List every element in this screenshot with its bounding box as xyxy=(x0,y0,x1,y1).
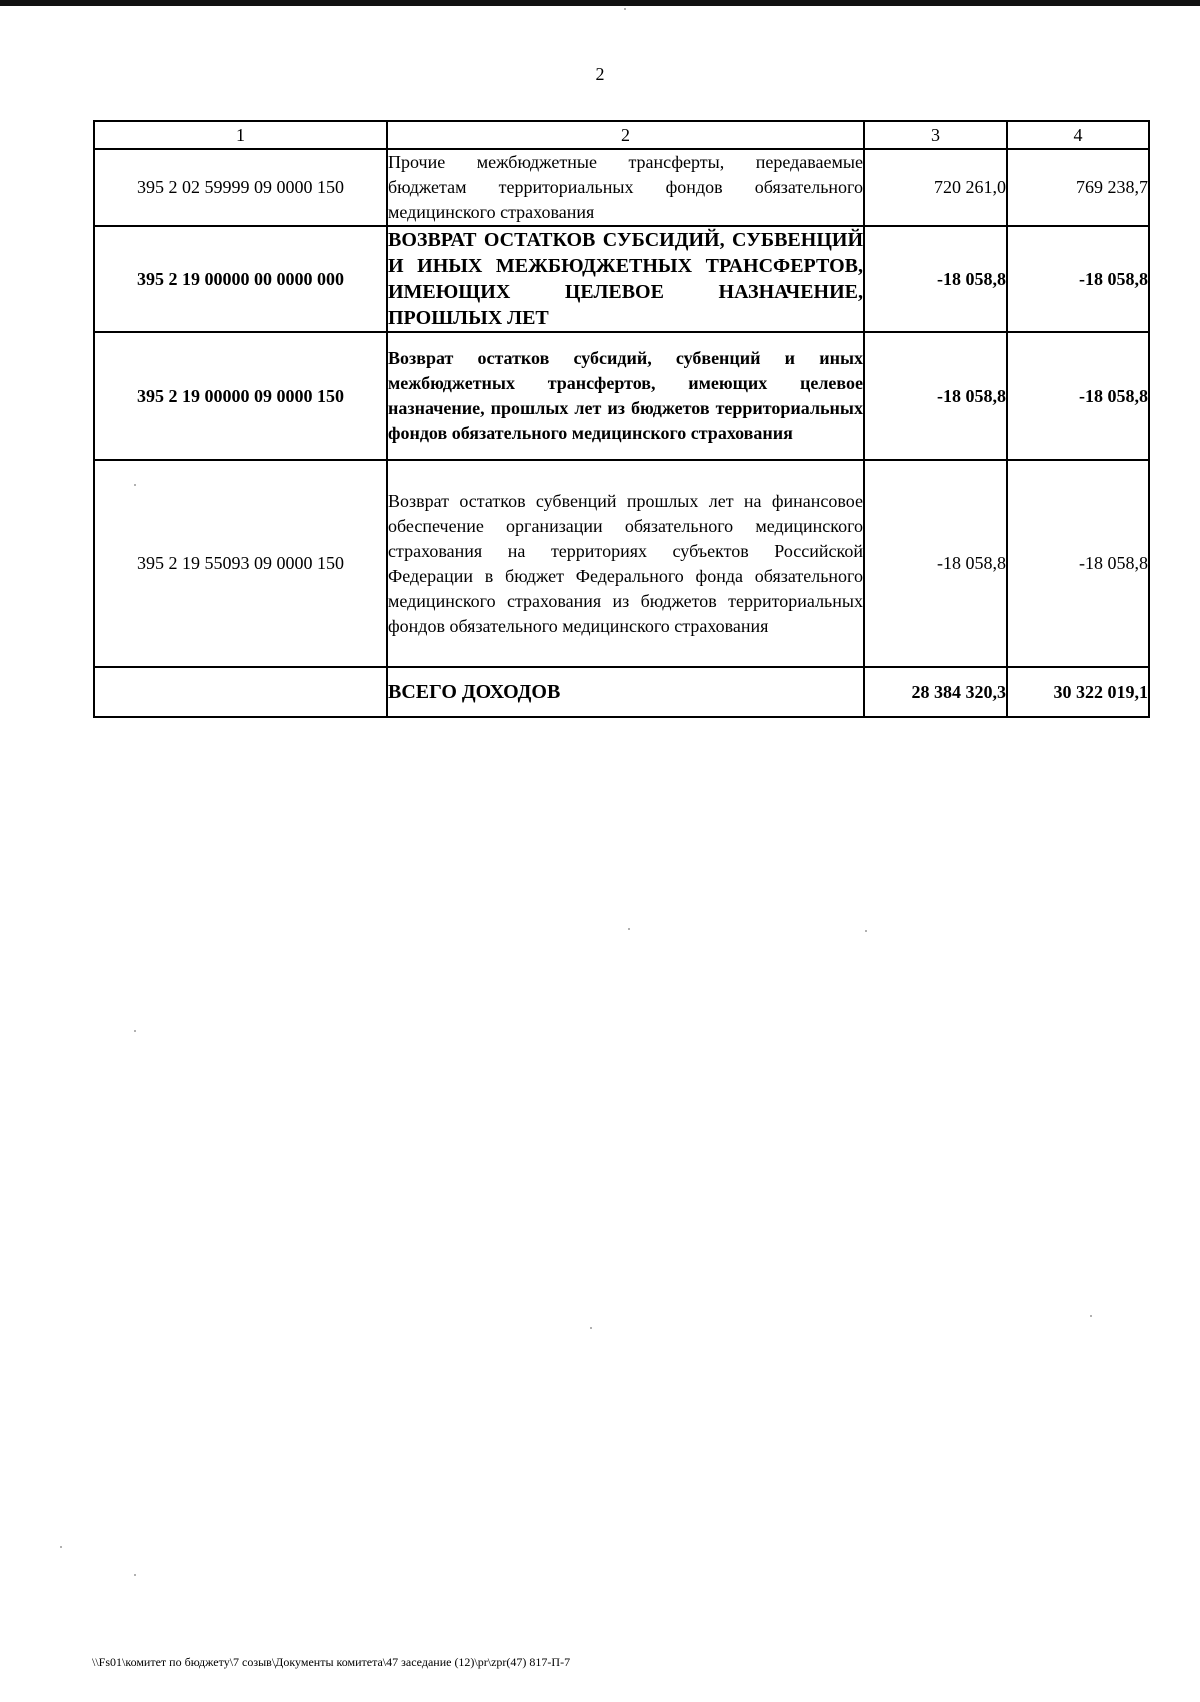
scan-speck xyxy=(590,1327,592,1329)
row-value-4: -18 058,8 xyxy=(1007,332,1149,460)
row-value-3: -18 058,8 xyxy=(864,226,1007,332)
table-row xyxy=(94,226,1149,332)
scan-speck xyxy=(865,930,867,932)
scan-speck xyxy=(60,1546,62,1548)
column-header-4: 4 xyxy=(1007,121,1149,149)
row-code: 395 2 19 00000 00 0000 000 xyxy=(94,226,387,332)
row-value-3: -18 058,8 xyxy=(864,460,1007,667)
row-description: ВОЗВРАТ ОСТАТКОВ СУБСИДИЙ, СУБВЕНЦИЙ И ИНЫХ МЕЖБЮДЖЕТНЫХ ТРАНСФЕРТОВ, ИМЕЮЩИХ ЦЕЛЕВОЕ НАЗНАЧЕНИЕ, ПРОШЛЫХ ЛЕТ xyxy=(387,226,864,332)
column-header-2: 2 xyxy=(387,121,864,149)
column-header-3: 3 xyxy=(864,121,1007,149)
page-number: 2 xyxy=(595,64,605,84)
total-value-3: 28 384 320,3 xyxy=(864,667,1007,717)
scan-speck xyxy=(134,484,136,486)
row-value-4: -18 058,8 xyxy=(1007,460,1149,667)
scan-speck xyxy=(134,1030,136,1032)
row-code: 395 2 19 55093 09 0000 150 xyxy=(94,460,387,667)
row-description: Возврат остатков субсидий, субвенций и иных межбюджетных трансфертов, имеющих целевое назначение, прошлых лет из бюджетов территориальных фондов обязательного медицинского страхования xyxy=(387,332,864,460)
file-path-footer: \\Fs01\комитет по бюджету\7 созыв\Документы комитета\47 заседание (12)\pr\zpr(47) 817-П-7 xyxy=(92,1655,571,1669)
scan-speck xyxy=(1090,1315,1092,1317)
row-description: Возврат остатков субвенций прошлых лет на финансовое обеспечение организации обязательного медицинского страхования на территориях субъектов Российской Федерации в бюджет Федерального фонда обязательного медицинского страхования из бюджетов территориальных фондов обязательного медицинского страхования xyxy=(387,460,864,667)
total-row xyxy=(94,667,1149,717)
scan-speck xyxy=(134,1574,136,1576)
total-empty-cell xyxy=(94,667,387,717)
scan-speck xyxy=(628,928,630,930)
table-row xyxy=(94,460,1149,667)
row-value-3: 720 261,0 xyxy=(864,149,1007,226)
row-description: Прочие межбюджетные трансферты, передаваемые бюджетам территориальных фондов обязательного медицинского страхования xyxy=(387,149,864,226)
budget-table xyxy=(93,120,1150,718)
scan-speck xyxy=(624,8,626,10)
column-header-1: 1 xyxy=(94,121,387,149)
row-code: 395 2 19 00000 09 0000 150 xyxy=(94,332,387,460)
row-value-3: -18 058,8 xyxy=(864,332,1007,460)
total-label: ВСЕГО ДОХОДОВ xyxy=(387,667,864,717)
row-value-4: 769 238,7 xyxy=(1007,149,1149,226)
table-row xyxy=(94,332,1149,460)
row-value-4: -18 058,8 xyxy=(1007,226,1149,332)
row-code: 395 2 02 59999 09 0000 150 xyxy=(94,149,387,226)
scan-top-edge xyxy=(0,0,1200,6)
table-header-row xyxy=(94,121,1149,149)
table-row xyxy=(94,149,1149,226)
total-value-4: 30 322 019,1 xyxy=(1007,667,1149,717)
